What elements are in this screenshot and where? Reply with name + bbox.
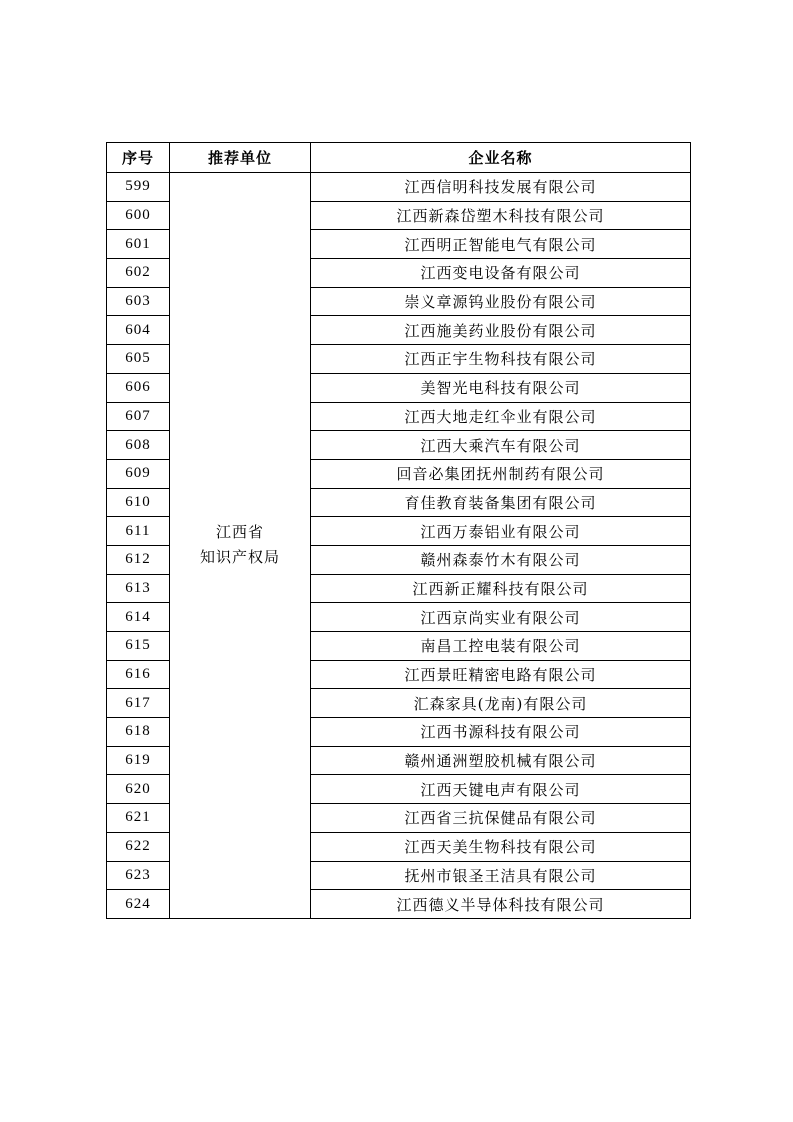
- row-company: 赣州通洲塑胶机械有限公司: [311, 746, 691, 775]
- row-company: 江西省三抗保健品有限公司: [311, 804, 691, 833]
- recommending-unit-cell: [170, 173, 311, 919]
- row-company: 江西书源科技有限公司: [311, 718, 691, 747]
- row-seq: 616: [107, 660, 170, 689]
- row-seq: 622: [107, 832, 170, 861]
- row-company: 育佳教育装备集团有限公司: [311, 488, 691, 517]
- row-seq: 610: [107, 488, 170, 517]
- row-seq: 623: [107, 861, 170, 890]
- row-seq: 624: [107, 890, 170, 919]
- row-company: 江西天美生物科技有限公司: [311, 832, 691, 861]
- row-seq: 600: [107, 201, 170, 230]
- row-seq: 621: [107, 804, 170, 833]
- table-body: [107, 173, 691, 919]
- row-company: 崇义章源钨业股份有限公司: [311, 287, 691, 316]
- row-company: 江西信明科技发展有限公司: [311, 173, 691, 202]
- row-seq: 604: [107, 316, 170, 345]
- header-company: 企业名称: [311, 143, 691, 173]
- row-company: 江西新森岱塑木科技有限公司: [311, 201, 691, 230]
- row-seq: 618: [107, 718, 170, 747]
- row-company: 赣州森泰竹木有限公司: [311, 545, 691, 574]
- row-company: 江西万泰铝业有限公司: [311, 517, 691, 546]
- row-seq: 608: [107, 431, 170, 460]
- row-seq: 611: [107, 517, 170, 546]
- row-company: 江西变电设备有限公司: [311, 259, 691, 288]
- header-unit: 推荐单位: [170, 143, 311, 173]
- row-company: 江西大地走红伞业有限公司: [311, 402, 691, 431]
- row-seq: 601: [107, 230, 170, 259]
- row-seq: 617: [107, 689, 170, 718]
- row-seq: 613: [107, 574, 170, 603]
- row-company: 江西新正耀科技有限公司: [311, 574, 691, 603]
- row-company: 南昌工控电装有限公司: [311, 632, 691, 661]
- row-seq: 599: [107, 173, 170, 202]
- table-row: [107, 173, 691, 202]
- table-header-row: [107, 143, 691, 173]
- row-company: 江西大乘汽车有限公司: [311, 431, 691, 460]
- enterprise-list-table: [106, 142, 691, 919]
- row-company: 江西施美药业股份有限公司: [311, 316, 691, 345]
- row-seq: 602: [107, 259, 170, 288]
- row-company: 江西京尚实业有限公司: [311, 603, 691, 632]
- row-seq: 605: [107, 345, 170, 374]
- row-seq: 614: [107, 603, 170, 632]
- header-seq: 序号: [107, 143, 170, 173]
- row-company: 江西正宇生物科技有限公司: [311, 345, 691, 374]
- row-company: 江西德义半导体科技有限公司: [311, 890, 691, 919]
- recommending-unit-line2: 知识产权局: [199, 548, 280, 567]
- row-seq: 620: [107, 775, 170, 804]
- row-company: 汇森家具(龙南)有限公司: [311, 689, 691, 718]
- row-seq: 612: [107, 545, 170, 574]
- row-company: 回音必集团抚州制药有限公司: [311, 459, 691, 488]
- row-seq: 606: [107, 373, 170, 402]
- row-seq: 607: [107, 402, 170, 431]
- row-seq: 603: [107, 287, 170, 316]
- row-company: 江西天键电声有限公司: [311, 775, 691, 804]
- row-company: 江西明正智能电气有限公司: [311, 230, 691, 259]
- row-seq: 609: [107, 459, 170, 488]
- row-company: 美智光电科技有限公司: [311, 373, 691, 402]
- row-company: 抚州市银圣王洁具有限公司: [311, 861, 691, 890]
- row-seq: 619: [107, 746, 170, 775]
- row-seq: 615: [107, 632, 170, 661]
- recommending-unit-line1: 江西省: [215, 523, 264, 542]
- row-company: 江西景旺精密电路有限公司: [311, 660, 691, 689]
